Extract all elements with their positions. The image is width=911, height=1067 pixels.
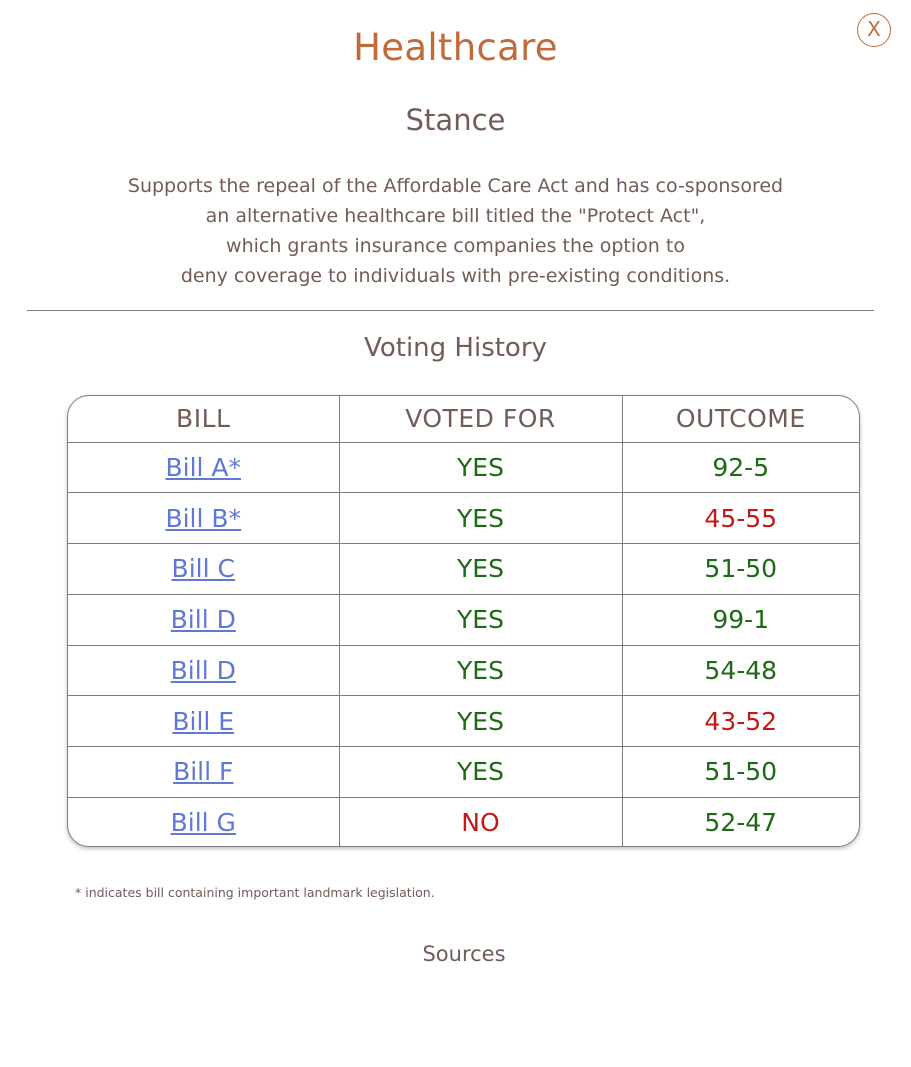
table-row bbox=[68, 797, 859, 847]
vote-cell: YES bbox=[339, 645, 622, 696]
column-header-outcome: OUTCOME bbox=[622, 396, 859, 442]
stance-line: Supports the repeal of the Affordable Care Act and has co-sponsored bbox=[127, 175, 784, 197]
vote-cell: YES bbox=[339, 493, 622, 544]
bill-link[interactable]: Bill C bbox=[171, 554, 235, 584]
vote-cell: NO bbox=[339, 797, 622, 847]
outcome-cell: 52-47 bbox=[704, 808, 778, 838]
bill-cell bbox=[68, 594, 339, 645]
vote-cell: YES bbox=[339, 594, 622, 645]
voting-history-table bbox=[67, 395, 860, 847]
bill-cell bbox=[68, 493, 339, 544]
bill-cell bbox=[68, 797, 339, 847]
column-header-bill: BILL bbox=[68, 396, 339, 442]
stance-text bbox=[0, 171, 911, 291]
stance-line: which grants insurance companies the option to bbox=[226, 235, 685, 257]
outcome-cell: 99-1 bbox=[622, 594, 859, 645]
table-row bbox=[68, 493, 859, 544]
landmark-footnote: * indicates bill containing important landmark legislation. bbox=[75, 885, 435, 900]
modal-title: Healthcare bbox=[353, 26, 558, 69]
table-row bbox=[68, 696, 859, 747]
close-button[interactable]: X bbox=[857, 13, 891, 47]
table-row bbox=[68, 747, 859, 798]
bill-link[interactable]: Bill D bbox=[170, 655, 236, 685]
table-row bbox=[68, 544, 859, 595]
table-header-row bbox=[68, 396, 859, 442]
outcome-cell: 45-55 bbox=[622, 493, 859, 544]
vote-cell: YES bbox=[339, 442, 622, 493]
table-row bbox=[68, 645, 859, 696]
bill-link[interactable]: Bill E bbox=[172, 706, 235, 736]
sources-link[interactable]: Sources bbox=[422, 942, 506, 966]
bill-link[interactable]: Bill D bbox=[170, 605, 236, 635]
bill-cell bbox=[68, 544, 339, 595]
table-row bbox=[68, 442, 859, 493]
vote-cell: YES bbox=[339, 696, 622, 747]
bill-cell bbox=[68, 747, 339, 798]
voting-history-heading: Voting History bbox=[364, 333, 547, 363]
bill-link[interactable]: Bill G bbox=[170, 808, 236, 838]
vote-cell: YES bbox=[339, 544, 622, 595]
vote-cell: YES bbox=[339, 747, 622, 798]
bill-link[interactable]: Bill B* bbox=[165, 503, 242, 533]
outcome-cell: 51-50 bbox=[622, 747, 859, 798]
outcome-cell: 54-48 bbox=[622, 645, 859, 696]
stance-line: deny coverage to individuals with pre-existing conditions. bbox=[180, 265, 731, 287]
bill-link[interactable]: Bill A* bbox=[165, 452, 242, 482]
outcome-cell: 51-50 bbox=[622, 544, 859, 595]
outcome-cell: 43-52 bbox=[622, 696, 859, 747]
outcome-cell: 92-5 bbox=[622, 442, 859, 493]
bill-cell bbox=[68, 645, 339, 696]
stance-heading: Stance bbox=[405, 103, 506, 137]
bill-cell bbox=[68, 696, 339, 747]
column-header-voted-for: VOTED FOR bbox=[339, 396, 622, 442]
table-row bbox=[68, 594, 859, 645]
bill-link[interactable]: Bill F bbox=[173, 757, 234, 787]
bill-cell bbox=[68, 442, 339, 493]
section-divider bbox=[27, 310, 874, 311]
stance-line: an alternative healthcare bill titled the "Protect Act", bbox=[205, 205, 706, 227]
